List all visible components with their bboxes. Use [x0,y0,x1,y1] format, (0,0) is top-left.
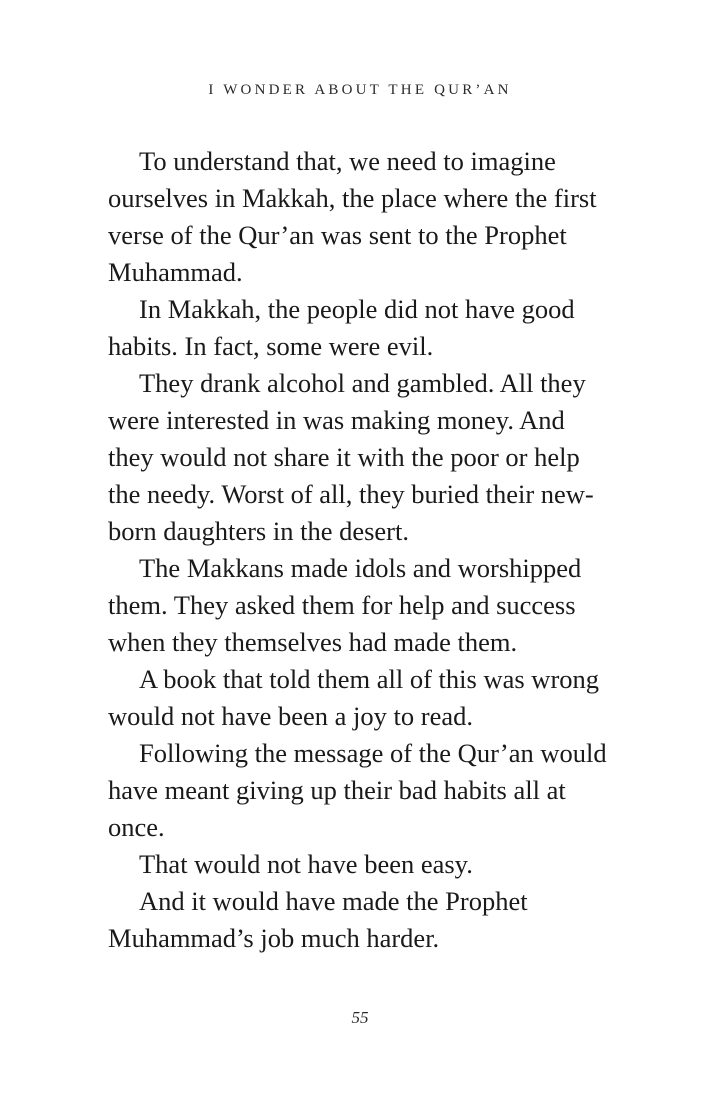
paragraph-line: Muhammad’s job much harder. [108,923,440,953]
paragraph-line: were interested in was making money. And [108,405,565,435]
paragraph-line: In Makkah, the people did not have good [139,294,575,324]
paragraph-line: would not have been a joy to read. [108,701,473,731]
paragraph-line: have meant giving up their bad habits all at [108,775,566,805]
paragraph-line: Following the message of the Qur’an would [139,738,607,768]
page-number: 55 [351,1008,369,1027]
paragraph-line: they would not share it with the poor or help [108,442,580,472]
running-head: I WONDER ABOUT THE QUR’AN [208,82,512,98]
body-text [108,143,628,957]
paragraph-line: verse of the Qur’an was sent to the Prophet [108,220,567,250]
paragraph-line: The Makkans made idols and worshipped [139,553,582,583]
paragraph-line: That would not have been easy. [139,849,473,879]
paragraph-line: when they themselves had made them. [108,627,518,657]
paragraph-line: A book that told them all of this was wrong [139,664,600,694]
paragraph-line: To understand that, we need to imagine [139,146,556,176]
paragraph-line: habits. In fact, some were evil. [108,331,434,361]
paragraph-line: the needy. Worst of all, they buried their new- [108,479,594,509]
paragraph-line: them. They asked them for help and success [108,590,576,620]
paragraph-line: once. [108,812,165,842]
paragraph-line: And it would have made the Prophet [139,886,528,916]
paragraph-line: ourselves in Makkah, the place where the first [108,183,597,213]
paragraph-line: They drank alcohol and gambled. All they [139,368,586,398]
paragraph-line: Muhammad. [108,257,243,287]
paragraph-line: born daughters in the desert. [108,516,409,546]
